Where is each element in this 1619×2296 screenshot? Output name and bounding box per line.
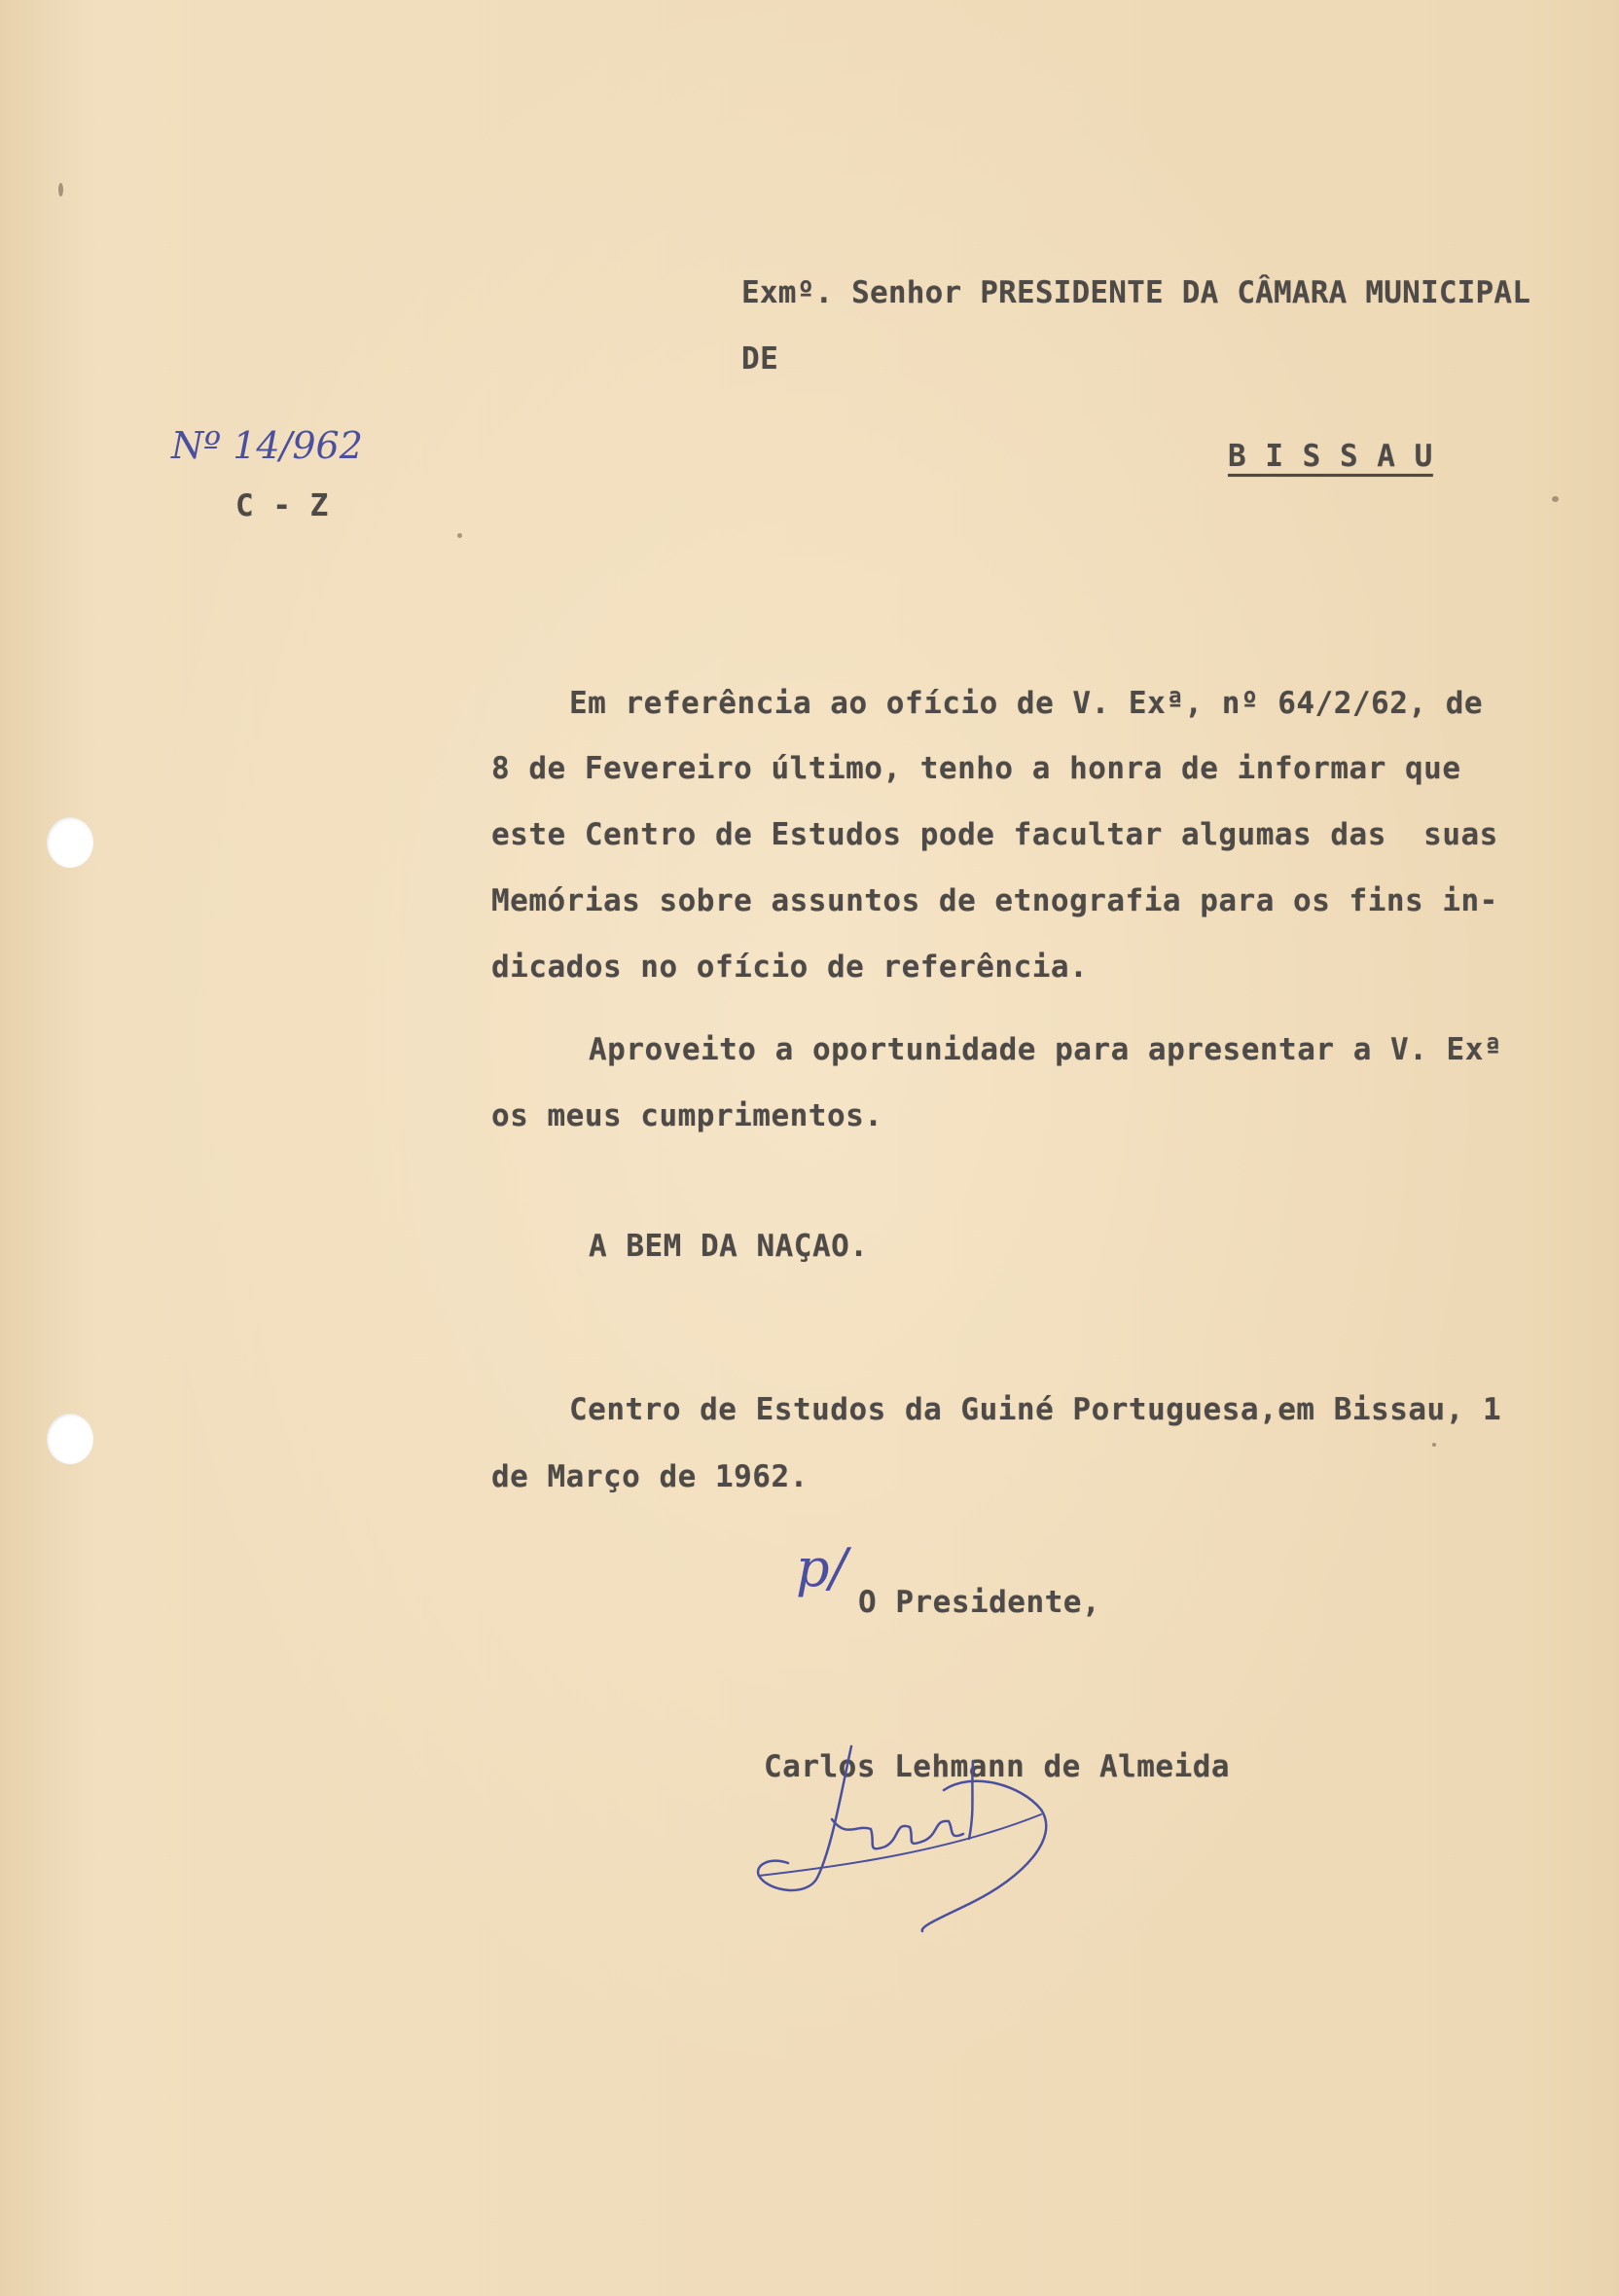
signatory-name: Carlos Lehmann de Almeida: [764, 1749, 1231, 1784]
addressee-city: B I S S A U: [1228, 439, 1433, 474]
body-line: os meus cumprimentos.: [491, 1098, 883, 1133]
pp-mark: p/: [796, 1537, 847, 1598]
paper-speck: [1432, 1443, 1436, 1447]
paper-speck: [457, 533, 462, 538]
addressee-line2: DE: [741, 341, 779, 377]
handwritten-signature: [749, 1732, 1138, 1946]
reference-number: Nº 14/962: [171, 424, 363, 467]
body-line: Memórias sobre assuntos de etnografia para os fins in-: [491, 883, 1498, 918]
signatory-title: O Presidente,: [858, 1585, 1101, 1620]
place-date-line: Centro de Estudos da Guiné Portuguesa,em Bissau, 1: [569, 1392, 1502, 1427]
paper-speck: [1552, 496, 1559, 502]
punch-hole-bottom: [47, 1414, 93, 1464]
closing-salutation: A BEM DA NAÇAO.: [589, 1229, 869, 1264]
reference-code: C - Z: [235, 488, 329, 523]
addressee-line1: Exmº. Senhor PRESIDENTE DA CÂMARA MUNICIPAL: [741, 275, 1531, 310]
body-line: este Centro de Estudos pode facultar algumas das suas: [491, 817, 1498, 852]
body-line: Em referência ao ofício de V. Exª, nº 64/2/62, de: [569, 686, 1484, 721]
body-line: Aproveito a oportunidade para apresentar a V. Exª: [589, 1032, 1503, 1067]
body-line: dicados no ofício de referência.: [491, 950, 1089, 985]
body-line: 8 de Fevereiro último, tenho a honra de informar que: [491, 751, 1461, 786]
paper-speck: [58, 183, 63, 197]
punch-hole-top: [47, 817, 93, 868]
place-date-line: de Março de 1962.: [491, 1459, 809, 1494]
